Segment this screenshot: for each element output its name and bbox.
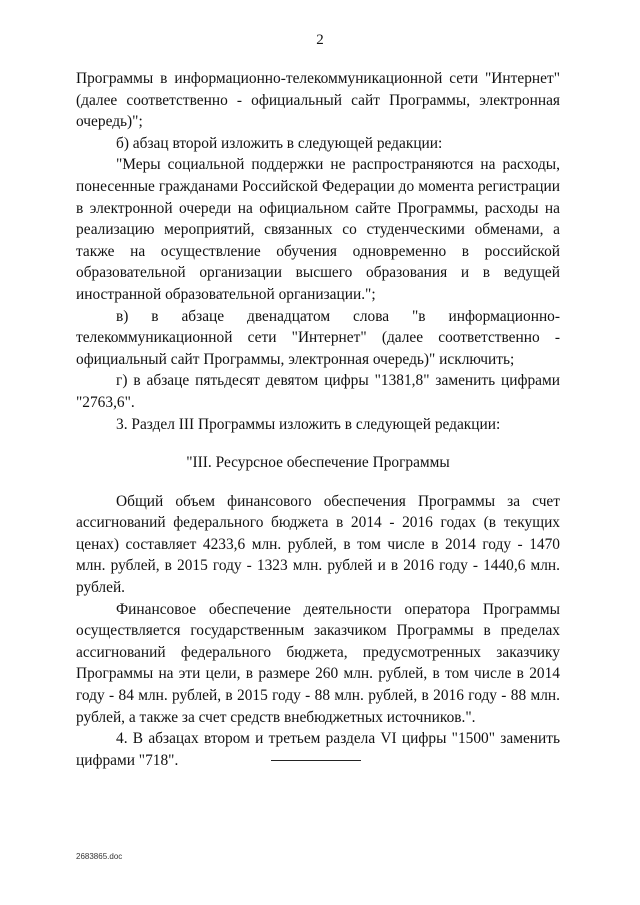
paragraph-operator-funding: Финансовое обеспечение деятельности оператора Программы осуществляется государственным заказчиком Программы в пределах ассигнований федерального бюджета, предусмотренных заказчику Программы на эти цели, в размере 260 млн. рублей, в том числе в 2014 году - 84 млн. рублей, в 2015 году - 88 млн. рублей, в 2016 году - 88 млн. рублей, а также за счет средств внебюджетных источников.". (76, 600, 560, 726)
paragraph-quote-support: "Меры социальной поддержки не распространяются на расходы, понесенные гражданами Российской Федерации до момента регистрации в электронной очереди на официальном сайте Программы, расходы на реализацию мероприятий, связанных со студенческими обменами, а также на осуществление обучения одновременно в российской образовательной организации высшего образования и в ведущей иностранной образовательной организации."; (76, 156, 560, 303)
document-body (76, 68, 560, 771)
paragraph-item-b: б) абзац второй изложить в следующей редакции: (116, 134, 443, 152)
section-title: "III. Ресурсное обеспечение Программы (186, 454, 450, 472)
paragraph-item-g: г) в абзаце пятьдесят девятом цифры "1381,8" заменить цифрами "2763,6". (76, 372, 560, 411)
paragraph-item-4: 4. В абзацах втором и третьем раздела VI цифры "1500" заменить цифрами "718". (76, 730, 560, 769)
separator-rule (271, 760, 361, 761)
paragraph-total-funding: Общий объем финансового обеспечения Программы за счет ассигнований федерального бюджета в 2014 - 2016 годах (в текущих ценах) составляет 4233,6 млн. рублей, в том числе в 2014 году - 1470 млн. рублей, в 2015 году - 1323 млн. рублей и в 2016 году - 1440,6 млн. рублей. (76, 492, 560, 597)
page-number: 2 (316, 32, 324, 48)
footer-document-ref: 2683865.doc (76, 852, 123, 861)
paragraph-continuation: Программы в информационно-телекоммуникационной сети "Интернет" (далее соответственно - официальный сайт Программы, электронная очередь)"; (76, 70, 560, 131)
paragraph-item-v: в) в абзаце двенадцатом слова "в информационно-телекоммуникационной сети "Интернет" (далее соответственно - официальный сайт Программы, электронная очередь)" исключить; (76, 307, 560, 368)
paragraph-item-3: 3. Раздел III Программы изложить в следующей редакции: (116, 415, 501, 433)
